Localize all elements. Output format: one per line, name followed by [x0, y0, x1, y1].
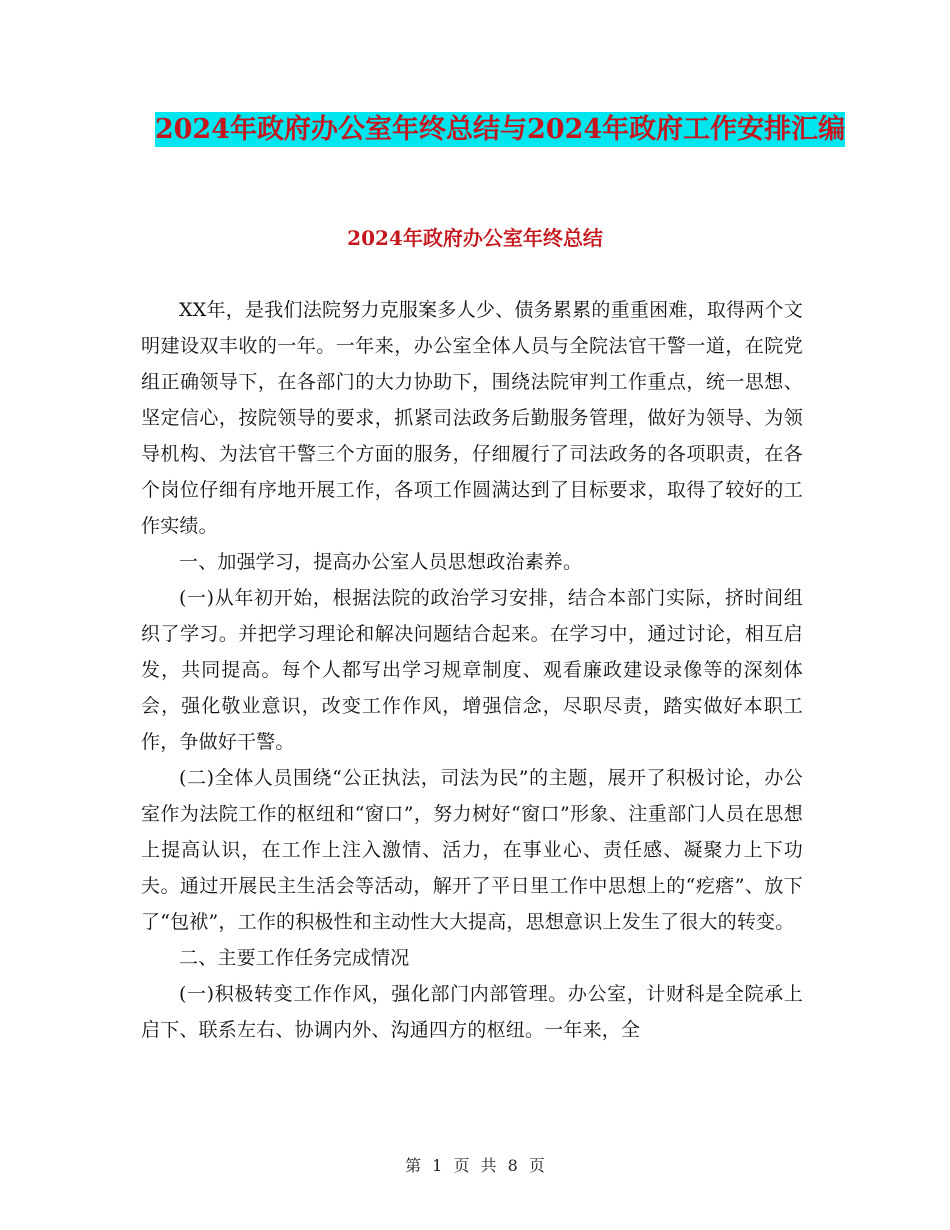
page-number-footer: 第 1 页 共 8 页	[405, 1156, 545, 1175]
section-title: 2024年政府办公室年终总结	[347, 226, 603, 250]
document-main-title	[150, 106, 850, 154]
paragraph-tasks-one: (一)积极转变工作作风，强化部门内部管理。办公室，计财科是全院承上启下、联系左右、协调内外、沟通四方的枢纽。一年来，全	[141, 983, 803, 1041]
heading-section-two: 二、主要工作任务完成情况	[179, 947, 410, 969]
main-title-highlight: 2024年政府办公室年终总结与2024年政府工作安排汇编	[154, 114, 846, 145]
paragraph-study-one: (一)从年初开始，根据法院的政治学习安排，结合本部门实际，挤时间组织了学习。并把学习理论和解决问题结合起来。在学习中，通过讨论，相互启发，共同提高。每个人都写出学习规章制度、观看廉政建设录像等的深刻体会，强化敬业意识，改变工作作风，增强信念，尽职尽责，踏实做好本职工作，争做好干警。	[141, 587, 803, 753]
paragraph-intro: XX年，是我们法院努力克服案多人少、债务累累的重重困难，取得两个文明建设双丰收的一年。一年来，办公室全体人员与全院法官干警一道，在院党组正确领导下，在各部门的大力协助下，围绕法院审判工作重点，统一思想、坚定信心，按院领导的要求，抓紧司法政务后勤服务管理，做好为领导、为领导机构、为法官干警三个方面的服务，仔细履行了司法政务的各项职责，在各个岗位仔细有序地开展工作，各项工作圆满达到了目标要求，取得了较好的工作实绩。	[141, 299, 803, 537]
paragraph-study-two: (二)全体人员围绕“公正执法，司法为民”的主题，展开了积极讨论，办公室作为法院工作的枢纽和“窗口”，努力树好“窗口”形象、注重部门人员在思想上提高认识，在工作上注入激情、活力，在事业心、责任感、凝聚力上下功夫。通过开展民主生活会等活动，解开了平日里工作中思想上的“疙瘩”、放下了“包袱”，工作的积极性和主动性大大提高，思想意识上发生了很大的转变。	[141, 767, 803, 933]
document-body	[141, 292, 803, 1048]
heading-section-one: 一、加强学习，提高办公室人员思想政治素养。	[179, 551, 583, 573]
